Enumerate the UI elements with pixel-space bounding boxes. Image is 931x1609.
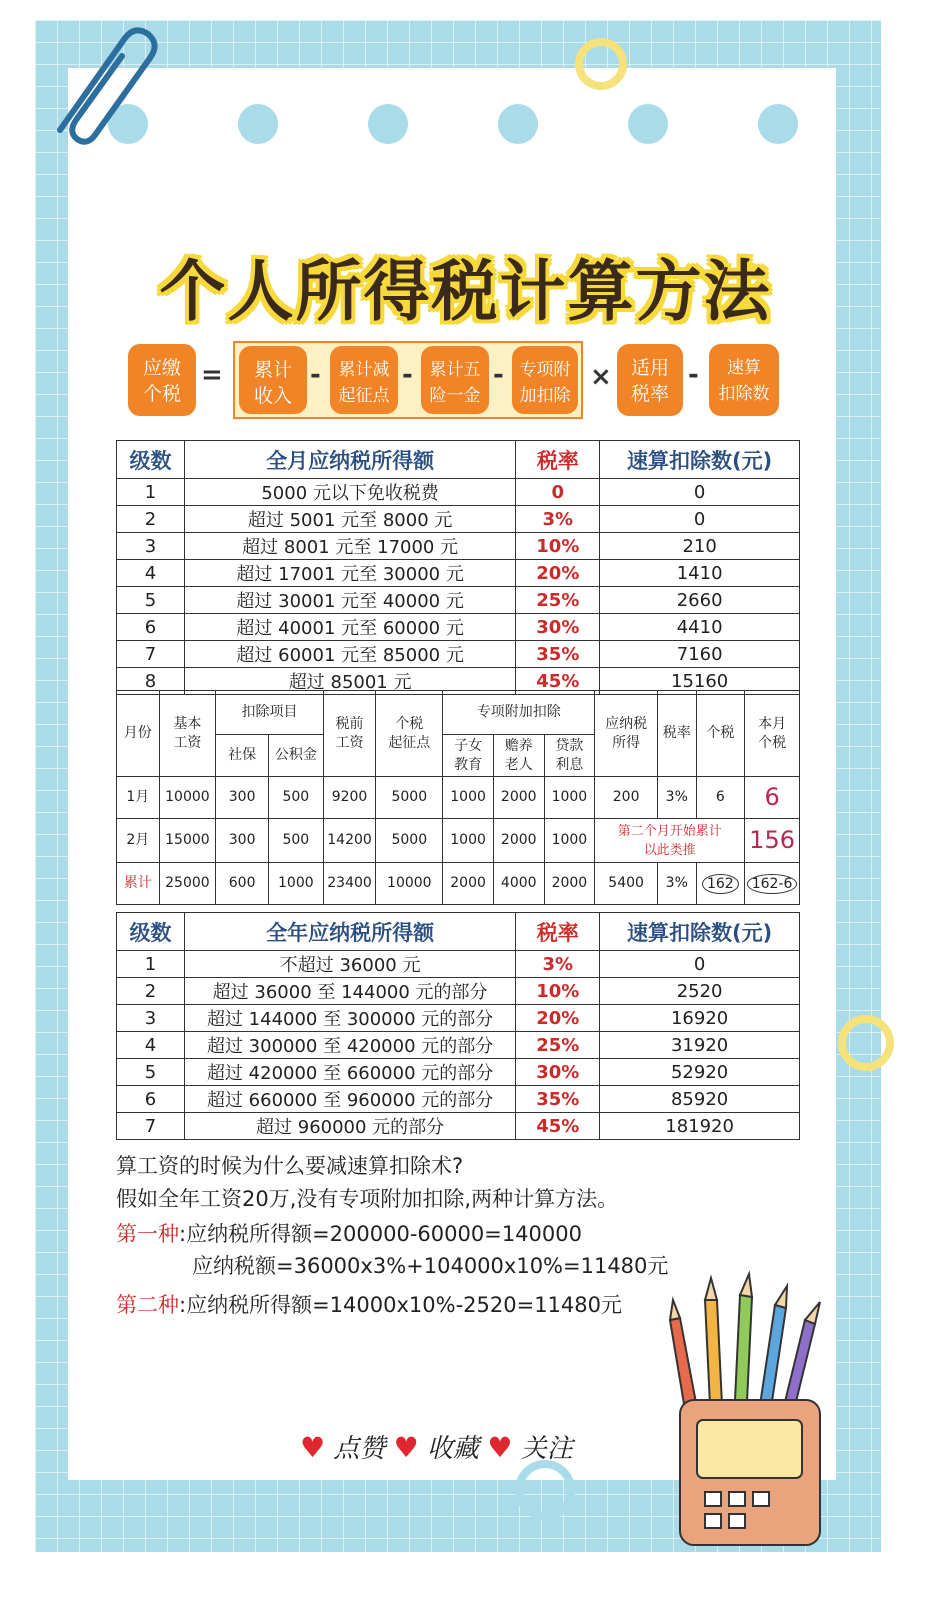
note-question: 算工资的时候为什么要减速算扣除术? (116, 1154, 464, 1178)
cell-deduct: 2660 (600, 587, 800, 614)
header-social: 社保 (216, 735, 269, 777)
cell-level: 5 (117, 1059, 185, 1086)
formula-minus: - (493, 360, 504, 390)
table-row (117, 1005, 800, 1032)
cell: 14200 (323, 819, 376, 863)
cell-rate: 3% (516, 951, 600, 978)
formula-minus: - (688, 360, 699, 390)
header-income: 全月应纳税所得额 (184, 441, 515, 479)
cell: 1000 (443, 819, 494, 863)
binder-hole (628, 104, 668, 144)
cell-rate: 35% (516, 1086, 600, 1113)
formula-term-line: 专项附 (519, 360, 571, 380)
cell: 2000 (544, 863, 595, 905)
binder-hole (238, 104, 278, 144)
annual-tax-table (116, 912, 800, 1140)
cell: 500 (268, 819, 323, 863)
cell-month-tax: 6 (745, 777, 800, 819)
cell: 500 (268, 777, 323, 819)
header-rate: 税率 (516, 441, 600, 479)
cell-income: 超过 85001 元 (184, 668, 515, 695)
cell: 1月 (117, 777, 160, 819)
formula-result-box (128, 344, 196, 416)
cell-income: 超过 420000 至 660000 元的部分 (184, 1059, 515, 1086)
header-salary: 基本 工资 (159, 691, 216, 777)
cell-income: 超过 5001 元至 8000 元 (184, 506, 515, 533)
formula-equals: = (201, 360, 223, 390)
method-1-label: 第一种 (116, 1222, 179, 1246)
header-month: 月份 (117, 691, 160, 777)
decor-ring (515, 1460, 575, 1520)
cell-level: 8 (117, 668, 185, 695)
pencil-cup-illustration (655, 1260, 855, 1550)
cell-income: 不超过 36000 元 (184, 951, 515, 978)
formula-result-line: 应缴 (142, 357, 181, 379)
formula-minus: - (310, 360, 321, 390)
formula-term-line: 收入 (253, 385, 292, 407)
table-row (117, 614, 800, 641)
cell-level: 4 (117, 560, 185, 587)
cell-deduct: 181920 (600, 1113, 800, 1140)
table-row (117, 1059, 800, 1086)
heart-icon: ♥ (487, 1431, 513, 1464)
header-pretax: 税前 工资 (323, 691, 376, 777)
note-case: 假如全年工资20万,没有专项附加扣除,两种计算方法。 (116, 1187, 619, 1211)
formula-rate-line: 税率 (630, 383, 669, 405)
note-method-2 (116, 1289, 622, 1319)
cell-level: 1 (117, 479, 185, 506)
cell: 9200 (323, 777, 376, 819)
formula-term-line: 加扣除 (519, 386, 571, 406)
cell-deduct: 0 (600, 479, 800, 506)
cell: 2000 (493, 777, 544, 819)
header-loan: 贷款 利息 (544, 735, 595, 777)
formula-term-line: 累计减 (338, 360, 390, 380)
table-row (117, 560, 800, 587)
formula-rate-box (617, 344, 683, 416)
cell-income: 超过 660000 至 960000 元的部分 (184, 1086, 515, 1113)
cell-level: 3 (117, 1005, 185, 1032)
cell-level: 6 (117, 1086, 185, 1113)
cell: 23400 (323, 863, 376, 905)
cell-rate: 20% (516, 560, 600, 587)
table-row (117, 533, 800, 560)
cell: 5400 (595, 863, 658, 905)
cell: 5000 (376, 819, 443, 863)
header-child: 子女 教育 (443, 735, 494, 777)
cell: 累计 (117, 863, 160, 905)
formula-deduct-line: 速算 (727, 358, 761, 378)
cell: 1000 (544, 819, 595, 863)
table-row (117, 777, 800, 819)
cell-deduct: 1410 (600, 560, 800, 587)
header-elder: 赡养 老人 (493, 735, 544, 777)
header-deduct: 速算扣除数(元) (600, 441, 800, 479)
cell-level: 2 (117, 506, 185, 533)
formula-term-line: 累计 (253, 359, 292, 381)
monthly-tax-table (116, 440, 800, 695)
cell-deduct: 7160 (600, 641, 800, 668)
cell-income: 超过 30001 元至 40000 元 (184, 587, 515, 614)
header-taxable: 应纳税 所得 (595, 691, 658, 777)
cell-rate: 35% (516, 641, 600, 668)
cell-rate: 3% (516, 506, 600, 533)
table-row (117, 1032, 800, 1059)
like-label[interactable]: 点赞 (333, 1434, 386, 1464)
header-tax: 个税 (696, 691, 745, 777)
header-level: 级数 (117, 441, 185, 479)
cell-rate: 10% (516, 978, 600, 1005)
cell-income: 超过 60001 元至 85000 元 (184, 641, 515, 668)
cell-level: 7 (117, 1113, 185, 1140)
cell-rate: 20% (516, 1005, 600, 1032)
cell-income: 超过 960000 元的部分 (184, 1113, 515, 1140)
note-method-1 (116, 1218, 582, 1248)
cell-deduct: 4410 (600, 614, 800, 641)
heart-icon: ♥ (393, 1431, 419, 1464)
cell: 15000 (159, 819, 216, 863)
footer-actions (300, 1428, 620, 1468)
cell-level: 3 (117, 533, 185, 560)
cell-level: 1 (117, 951, 185, 978)
cell: 600 (216, 863, 269, 905)
cumulative-note: 第二个月开始累计 以此类推 (595, 819, 745, 863)
binder-hole (368, 104, 408, 144)
page-title: 个人所得税计算方法 (159, 253, 772, 330)
header-month-tax: 本月 个税 (745, 691, 800, 777)
binder-hole (758, 104, 798, 144)
cell: 1000 (268, 863, 323, 905)
cell (745, 863, 800, 905)
formula-term-box (421, 346, 489, 414)
formula-term-line: 起征点 (338, 386, 390, 406)
table-row (117, 479, 800, 506)
cell-rate: 30% (516, 1059, 600, 1086)
cell-deduct: 15160 (600, 668, 800, 695)
collect-label[interactable]: 收藏 (427, 1434, 480, 1464)
header-fund: 公积金 (268, 735, 323, 777)
cell: 2000 (493, 819, 544, 863)
header-deduct: 速算扣除数(元) (600, 913, 800, 951)
header-income: 全年应纳税所得额 (184, 913, 515, 951)
binder-hole (498, 104, 538, 144)
table-header-row (117, 441, 800, 479)
cell-income: 超过 17001 元至 30000 元 (184, 560, 515, 587)
header-rate: 税率 (658, 691, 697, 777)
decor-ring (575, 38, 627, 90)
circled-value: 162 (702, 874, 739, 894)
cell: 25000 (159, 863, 216, 905)
method-2-line: :应纳税所得额=14000x10%-2520=11480元 (179, 1293, 622, 1317)
formula-deduct-box (709, 344, 779, 416)
note-method-1-cont: 应纳税额=36000x3%+104000x10%=11480元 (192, 1254, 669, 1278)
cell-month-tax: 156 (745, 819, 800, 863)
header-level: 级数 (117, 913, 185, 951)
cell-rate: 25% (516, 1032, 600, 1059)
heart-icon: ♥ (300, 1431, 326, 1464)
cell: 200 (595, 777, 658, 819)
cell: 2月 (117, 819, 160, 863)
formula-term-box (239, 346, 307, 414)
cell-deduct: 16920 (600, 1005, 800, 1032)
method-1-line: :应纳税所得额=200000-60000=140000 (179, 1222, 582, 1246)
formula-rate-line: 适用 (630, 357, 669, 379)
cell: 1000 (443, 777, 494, 819)
cell-level: 2 (117, 978, 185, 1005)
cell-rate: 45% (516, 1113, 600, 1140)
cell: 10000 (376, 863, 443, 905)
cell: 3% (658, 777, 697, 819)
cell-rate: 0 (516, 479, 600, 506)
formula-term-box (512, 346, 578, 414)
table-row (117, 951, 800, 978)
table-row (117, 506, 800, 533)
cell-deduct: 210 (600, 533, 800, 560)
formula-deduct-line: 扣除数 (718, 384, 770, 404)
header-threshold: 个税 起征点 (376, 691, 443, 777)
cell-level: 5 (117, 587, 185, 614)
cell: 6 (696, 777, 745, 819)
formula-minus: - (402, 360, 413, 390)
cell-deduct: 85920 (600, 1086, 800, 1113)
cell-income: 超过 300000 至 420000 元的部分 (184, 1032, 515, 1059)
example-calc-table (116, 690, 800, 905)
table-row (117, 1086, 800, 1113)
table-row (117, 1113, 800, 1140)
cell-income: 5000 元以下免收税费 (184, 479, 515, 506)
cell: 1000 (544, 777, 595, 819)
header-special-deduct: 专项附加扣除 (443, 691, 595, 735)
cell-level: 6 (117, 614, 185, 641)
cell-rate: 45% (516, 668, 600, 695)
follow-label[interactable]: 关注 (520, 1434, 573, 1464)
table-header-row (117, 913, 800, 951)
cell-rate: 10% (516, 533, 600, 560)
formula-term-box (330, 346, 398, 414)
cell-level: 4 (117, 1032, 185, 1059)
cell-income: 超过 144000 至 300000 元的部分 (184, 1005, 515, 1032)
cell: 300 (216, 819, 269, 863)
cell: 10000 (159, 777, 216, 819)
formula-times: × (590, 362, 612, 392)
header-rate: 税率 (516, 913, 600, 951)
cell-deduct: 0 (600, 951, 800, 978)
cell (696, 863, 745, 905)
cell-deduct: 31920 (600, 1032, 800, 1059)
paperclip-icon (40, 20, 160, 150)
cell: 2000 (443, 863, 494, 905)
cell-income: 超过 40001 元至 60000 元 (184, 614, 515, 641)
decor-ring (838, 1015, 894, 1071)
circled-value: 162-6 (747, 874, 798, 894)
cell: 3% (658, 863, 697, 905)
cell-deduct: 0 (600, 506, 800, 533)
method-2-label: 第二种 (116, 1293, 179, 1317)
cell: 5000 (376, 777, 443, 819)
table-row (117, 819, 800, 863)
table-row (117, 641, 800, 668)
table-row (117, 978, 800, 1005)
cell: 300 (216, 777, 269, 819)
table-row (117, 587, 800, 614)
header-deduct-items: 扣除项目 (216, 691, 323, 735)
cell-rate: 30% (516, 614, 600, 641)
cell-deduct: 2520 (600, 978, 800, 1005)
cell: 4000 (493, 863, 544, 905)
table-row (117, 863, 800, 905)
cell-level: 7 (117, 641, 185, 668)
cell-rate: 25% (516, 587, 600, 614)
formula-result-line: 个税 (142, 383, 181, 405)
formula-term-line: 险一金 (429, 386, 481, 406)
cell-income: 超过 36000 至 144000 元的部分 (184, 978, 515, 1005)
cell-deduct: 52920 (600, 1059, 800, 1086)
cell-income: 超过 8001 元至 17000 元 (184, 533, 515, 560)
formula-term-line: 累计五 (429, 360, 481, 380)
